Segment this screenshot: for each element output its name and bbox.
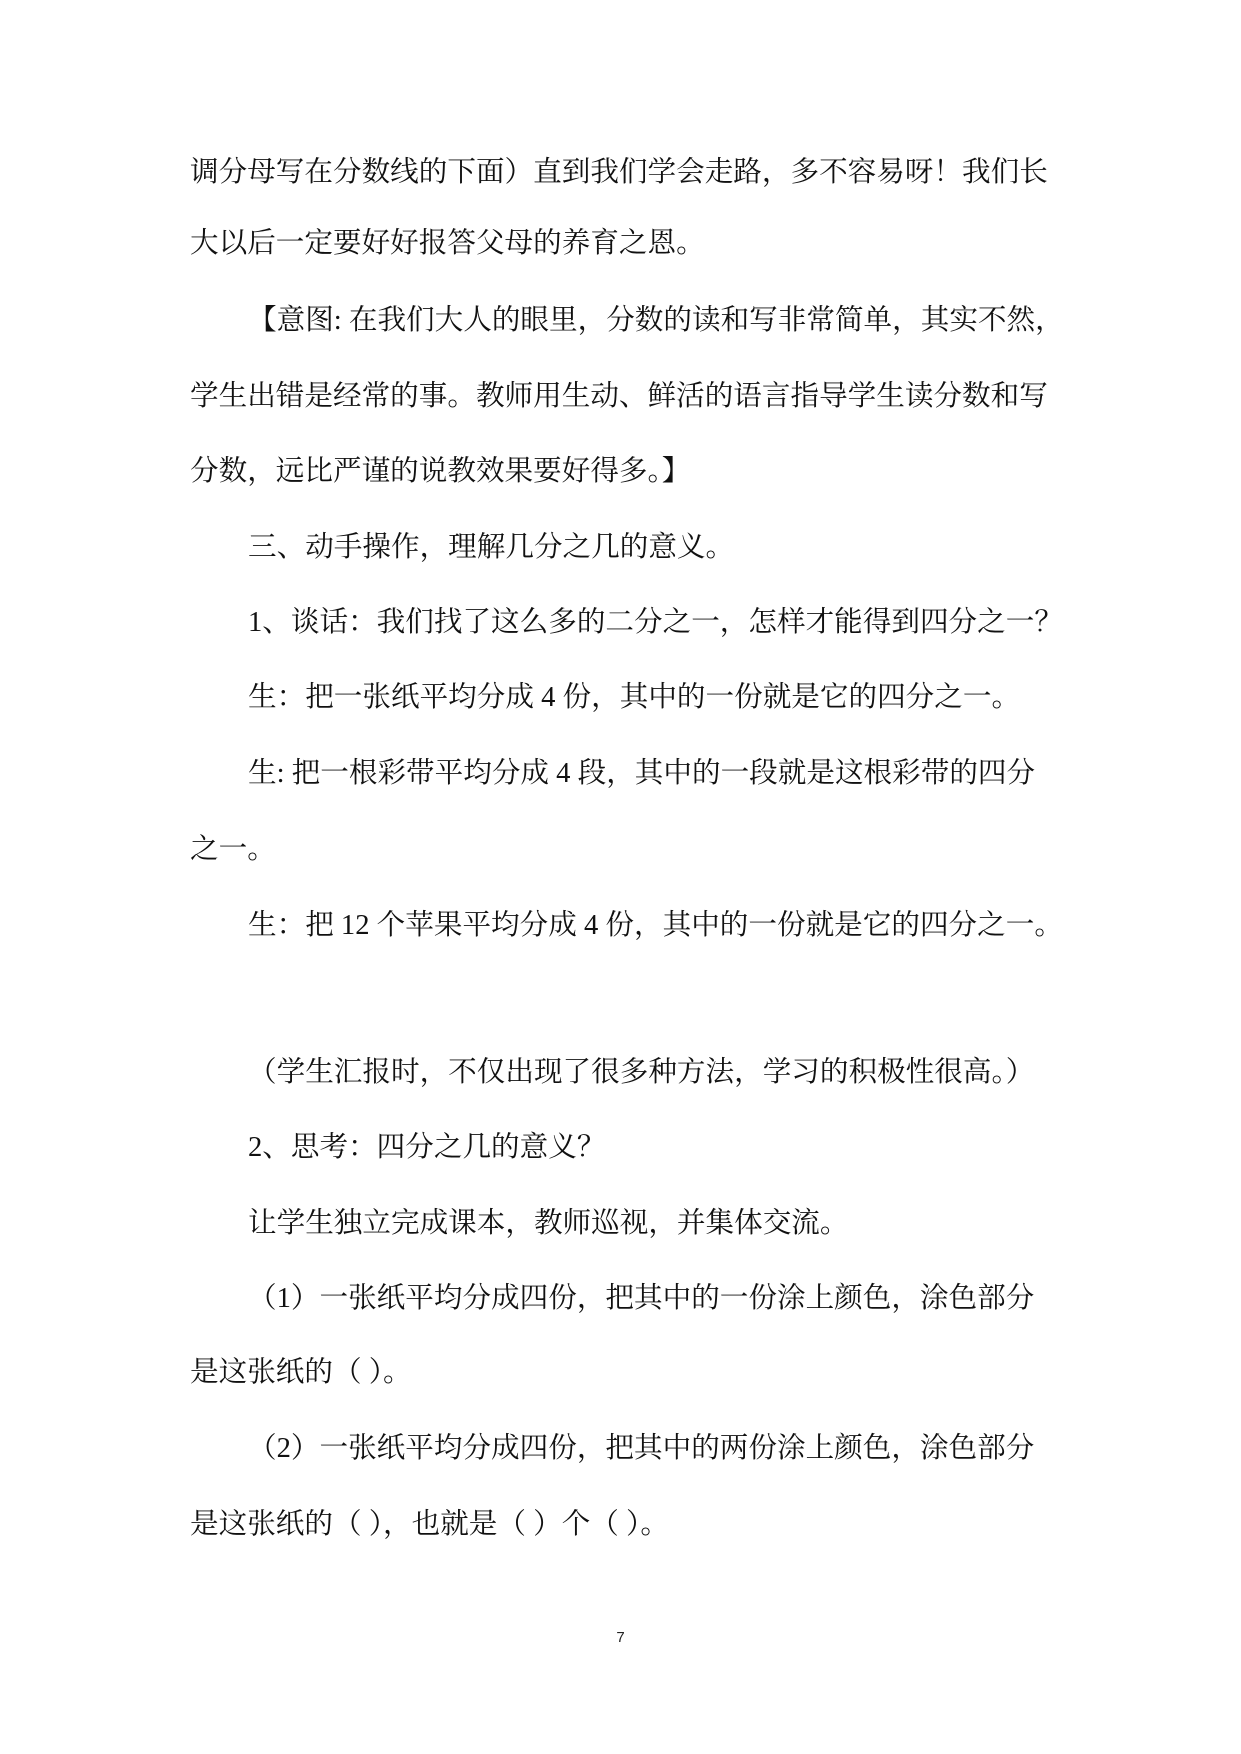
text-line: 1、谈话：我们找了这么多的二分之一，怎样才能得到四分之一？	[248, 607, 1063, 638]
text-line: （学生汇报时，不仅出现了很多种方法，学习的积极性很高。）	[248, 1057, 1035, 1088]
text-line: （1）一张纸平均分成四份，把其中的一份涂上颜色，涂色部分	[248, 1283, 1035, 1314]
text-line: 学生出错是经常的事。教师用生动、鲜活的语言指导学生读分数和写	[190, 381, 1048, 412]
text-line: 之一。	[190, 834, 276, 865]
text-line: 是这张纸的（ ）。	[190, 1357, 412, 1388]
text-line: （2）一张纸平均分成四份，把其中的两份涂上颜色，涂色部分	[248, 1433, 1035, 1464]
text-line: 让学生独立完成课本，教师巡视，并集体交流。	[248, 1208, 849, 1239]
text-line: 生: 把一根彩带平均分成 4 段，其中的一段就是这根彩带的四分	[248, 758, 1036, 789]
text-line: 生：把 12 个苹果平均分成 4 份，其中的一份就是它的四分之一。	[248, 910, 1063, 941]
text-line: 分数，远比严谨的说教效果要好得多。】	[190, 456, 691, 487]
page-number: 7	[616, 1629, 625, 1646]
text-line: 调分母写在分数线的下面）直到我们学会走路，多不容易呀！我们长	[190, 157, 1048, 188]
text-line: 三、动手操作，理解几分之几的意义。	[248, 532, 735, 563]
text-line: 2、思考：四分之几的意义？	[248, 1132, 606, 1163]
text-line: 【意图: 在我们大人的眼里，分数的读和写非常简单，其实不然，	[248, 305, 1064, 336]
text-line: 生：把一张纸平均分成 4 份，其中的一份就是它的四分之一。	[248, 682, 1021, 713]
text-line: 是这张纸的（ ），也就是（ ）个（ ）。	[190, 1509, 669, 1540]
text-line: 大以后一定要好好报答父母的养育之恩。	[190, 228, 705, 259]
